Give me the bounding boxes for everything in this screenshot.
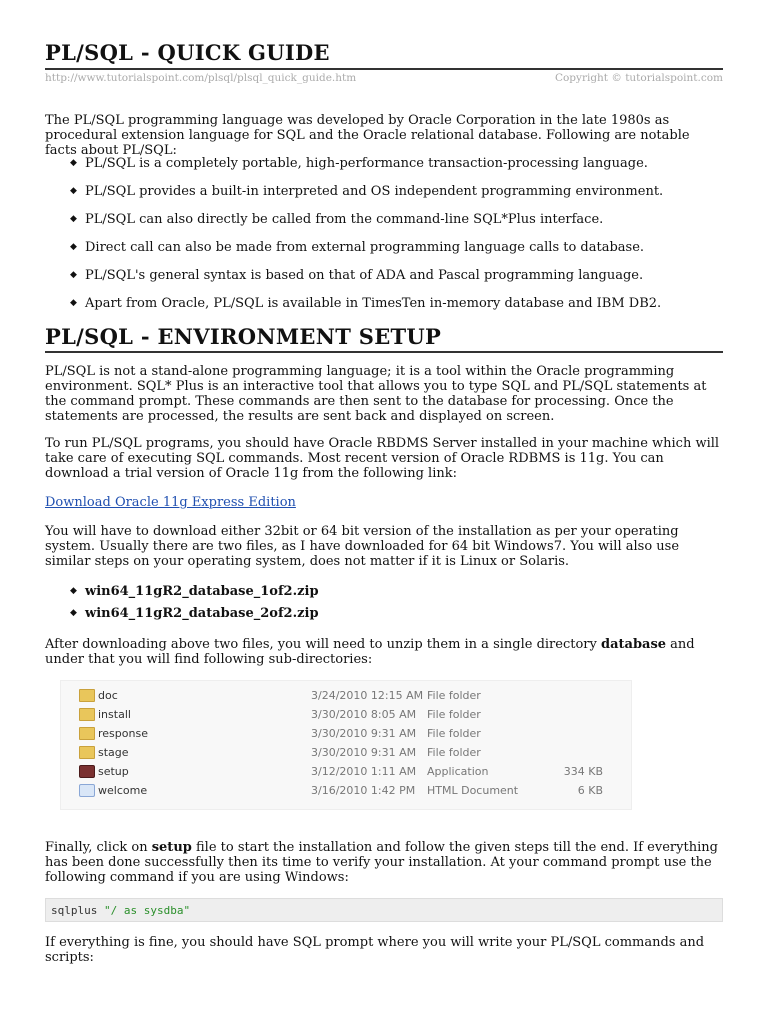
section-rule — [45, 351, 723, 353]
env-paragraph-3: You will have to download either 32bit or 64 bit version of the installation as per your operating system. Usually there are two files, as I have downloaded for 64 bit Windows7. You will also use similar steps on your operating system, does not matter if it is Linux or Solaris. — [45, 524, 680, 569]
folder-icon — [79, 727, 95, 740]
bullet-icon: ◆ — [70, 242, 77, 252]
env-paragraph-4: After downloading above two files, you will need to unzip them in a single directory database and under that you will find following sub-directories: — [45, 637, 695, 667]
file-row: response 3/30/2010 9:31 AM File folder — [61, 724, 631, 743]
html-document-icon — [79, 784, 95, 797]
section-heading: PL/SQL - ENVIRONMENT SETUP — [45, 324, 442, 349]
list-item: ◆ win64_11gR2_database_1of2.zip — [70, 584, 319, 599]
intro-paragraph: The PL/SQL programming language was developed by Oracle Corporation in the late 1980s as procedural extension language for SQL and the Oracle relational database. Following are notable facts about PL/SQL: — [45, 113, 690, 158]
list-item: ◆ PL/SQL's general syntax is based on that of ADA and Pascal programming language. — [70, 268, 644, 283]
directory-listing-screenshot — [60, 680, 632, 810]
bullet-icon: ◆ — [70, 586, 77, 596]
bullet-icon: ◆ — [70, 158, 77, 168]
application-icon — [79, 765, 95, 778]
page-meta — [45, 72, 723, 84]
bullet-icon: ◆ — [70, 608, 77, 618]
bullet-icon: ◆ — [70, 270, 77, 280]
env-paragraph-2: To run PL/SQL programs, you should have Oracle RBDMS Server installed in your machine which will take care of executing SQL commands. Most recent version of Oracle RDBMS is 11g. You can download a trial version of Oracle 11g from the following link: — [45, 436, 720, 481]
download-oracle-link[interactable]: Download Oracle 11g Express Edition — [45, 495, 296, 510]
bullet-icon: ◆ — [70, 214, 77, 224]
env-paragraph-5: Finally, click on setup file to start the installation and follow the given steps till the end. If everything has been done successfully then its time to verify your installation. At your command prompt use the following command if you are using Windows: — [45, 840, 718, 885]
bullet-icon: ◆ — [70, 298, 77, 308]
file-row: install 3/30/2010 8:05 AM File folder — [61, 705, 631, 724]
bullet-icon: ◆ — [70, 186, 77, 196]
list-item: ◆ Apart from Oracle, PL/SQL is available in TimesTen in-memory database and IBM DB2. — [70, 296, 662, 311]
list-item: ◆ PL/SQL can also directly be called from the command-line SQL*Plus interface. — [70, 212, 604, 227]
file-row: welcome 3/16/2010 1:42 PM HTML Document 6 KB — [61, 781, 631, 800]
file-row: doc 3/24/2010 12:15 AM File folder — [61, 686, 631, 705]
list-item: ◆ win64_11gR2_database_2of2.zip — [70, 606, 319, 621]
list-item: ◆ PL/SQL provides a built-in interpreted and OS independent programming environment. — [70, 184, 664, 199]
list-item: ◆ PL/SQL is a completely portable, high-performance transaction-processing language. — [70, 156, 648, 171]
zip-file-list — [45, 584, 723, 628]
copyright-text: Copyright © tutorialspoint.com — [554, 72, 723, 84]
env-paragraph-6: If everything is fine, you should have SQL prompt where you will write your PL/SQL commands and scripts: — [45, 935, 705, 965]
intro-bullet-list — [45, 156, 723, 324]
file-row: setup 3/12/2010 1:11 AM Application 334 KB — [61, 762, 631, 781]
folder-icon — [79, 708, 95, 721]
download-link-line — [45, 495, 723, 510]
env-paragraph-1: PL/SQL is not a stand-alone programming language; it is a tool within the Oracle programming environment. SQL* Plus is an interactive tool that allows you to type SQL and PL/SQL statements at the command prompt. These commands are then sent to the database for processing. Once the statements are processed, the results are sent back and displayed on screen. — [45, 364, 707, 424]
code-block — [45, 898, 723, 922]
folder-icon — [79, 689, 95, 702]
title-rule — [45, 68, 723, 70]
folder-icon — [79, 746, 95, 759]
code-line: sqlplus "/ as sysdba" — [51, 904, 191, 917]
file-row: stage 3/30/2010 9:31 AM File folder — [61, 743, 631, 762]
page-title: PL/SQL - QUICK GUIDE — [45, 40, 330, 65]
list-item: ◆ Direct call can also be made from external programming language calls to database. — [70, 240, 645, 255]
source-url: http://www.tutorialspoint.com/plsql/plsql_quick_guide.htm — [45, 72, 357, 84]
